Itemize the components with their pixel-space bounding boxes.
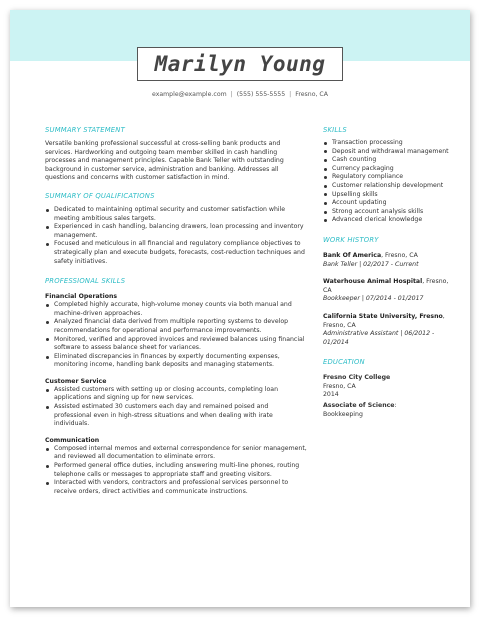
- list-item: Regulatory compliance: [323, 173, 453, 182]
- applicant-name: Marilyn Young: [154, 52, 326, 76]
- skill-group-list: [45, 386, 307, 429]
- list-item: Completed highly accurate, high-volume money counts via both manual and machine-driven approaches.: [45, 301, 307, 318]
- list-item: Currency packaging: [323, 165, 453, 174]
- job-employer: Waterhouse Animal Hospital: [323, 278, 423, 286]
- qualifications-list: [45, 206, 307, 266]
- graduation-year: 2014: [323, 391, 339, 399]
- job-entry: [323, 252, 453, 269]
- list-item: Deposit and withdrawal management: [323, 148, 453, 157]
- summary-text: Versatile banking professional successful at cross-selling bank products and services. Hardworking and outgoing team member skilled in cash handling processes and management principles. Capable Bank Teller with outstanding background in customer service, administration and banking. Addresses all questions and concerns with customer satisfaction in mind.: [45, 140, 284, 182]
- contact-separator: |: [230, 91, 233, 98]
- summary-title: SUMMARY STATEMENT: [45, 126, 125, 134]
- work-history-title: WORK HISTORY: [323, 235, 379, 244]
- qualifications-title: SUMMARY OF QUALIFICATIONS: [45, 191, 155, 200]
- skill-group-heading: Financial Operations: [45, 293, 118, 301]
- list-item: Eliminated discrepancies in finances by expertly documenting expenses, monitoring income, handling bank deposits and managing statements.: [45, 353, 307, 370]
- skills-list: [323, 139, 453, 225]
- school-location: Fresno, CA: [323, 382, 356, 390]
- list-item: Dedicated to maintaining optimal security and customer satisfaction while meeting ambitious sales targets.: [45, 206, 307, 223]
- list-item: Focused and meticulous in all financial and regulatory compliance objectives to strategically plan and execute budgets, forecasts, cost-reduction techniques and safety initiatives.: [45, 240, 307, 266]
- job-role: Administrative Assistant | 06/2012 - 01/2014: [323, 330, 435, 346]
- list-item: Assisted estimated 30 customers each day and remained poised and professional even in high-stress situations and when dealing with irate individuals.: [45, 403, 307, 429]
- contact-line: [10, 91, 470, 98]
- contact-email: example@example.com: [152, 91, 227, 98]
- skills-title: SKILLS: [323, 126, 347, 134]
- list-item: Advanced clerical knowledge: [323, 216, 453, 225]
- education-title: EDUCATION: [323, 358, 365, 367]
- job-entry: [323, 313, 453, 347]
- list-item: Customer relationship development: [323, 182, 453, 191]
- list-item: Account updating: [323, 199, 453, 208]
- list-item: Strong account analysis skills: [323, 208, 453, 217]
- list-item: Experienced in cash handling, balancing drawers, loan processing and inventory management.: [45, 223, 307, 240]
- school-name: Fresno City College: [323, 374, 391, 382]
- degree-name: Associate of Science: [323, 402, 395, 410]
- job-role: Bank Teller | 02/2017 - Current: [323, 260, 419, 268]
- name-box: [137, 47, 343, 81]
- job-entry: [323, 278, 453, 304]
- job-role: Bookkeeper | 07/2014 - 01/2017: [323, 295, 424, 303]
- skill-group-heading: Communication: [45, 436, 100, 444]
- job-location: , Fresno, CA: [323, 312, 445, 329]
- contact-separator: |: [289, 91, 292, 98]
- skill-group-heading: Customer Service: [45, 377, 107, 385]
- skill-group-list: [45, 301, 307, 370]
- list-item: Monitored, verified and approved invoices and reviewed balances using financial software to assess balance sheet for variances.: [45, 336, 307, 353]
- list-item: Interacted with vendors, contractors and professional services personnel to receive orders, direct activities and communicate instructions.: [45, 479, 307, 496]
- job-employer: Bank Of America: [323, 251, 382, 259]
- left-column: [45, 126, 307, 496]
- list-item: Upselling skills: [323, 191, 453, 200]
- list-item: Cash counting: [323, 156, 453, 165]
- degree-field: Bookkeeping: [323, 410, 363, 418]
- professional-skills-title: PROFESSIONAL SKILLS: [45, 277, 126, 286]
- contact-phone: (555) 555-5555: [236, 91, 286, 98]
- list-item: Transaction processing: [323, 139, 453, 148]
- list-item: Performed general office duties, including answering multi-line phones, routing telephone calls or messages to appropriate staff and greeting visitors.: [45, 462, 307, 479]
- list-item: Composed internal memos and external correspondence for senior management, and reviewed all documentation to eliminate errors.: [45, 445, 307, 462]
- contact-location: Fresno, CA: [295, 91, 328, 98]
- education-entry: [323, 374, 453, 419]
- list-item: Assisted customers with setting up or closing accounts, completing loan applications and signing up for new services.: [45, 386, 307, 403]
- skill-group-list: [45, 445, 307, 497]
- right-column: [323, 126, 453, 419]
- job-location: , Fresno, CA: [323, 278, 449, 294]
- resume-page: [10, 10, 470, 607]
- job-location: , Fresno, CA: [381, 251, 418, 259]
- job-employer: California State University, Fresno: [323, 312, 443, 320]
- list-item: Analyzed financial data derived from multiple reporting systems to develop recommendations for operational and performance improvements.: [45, 318, 307, 335]
- degree-separator: :: [394, 402, 397, 410]
